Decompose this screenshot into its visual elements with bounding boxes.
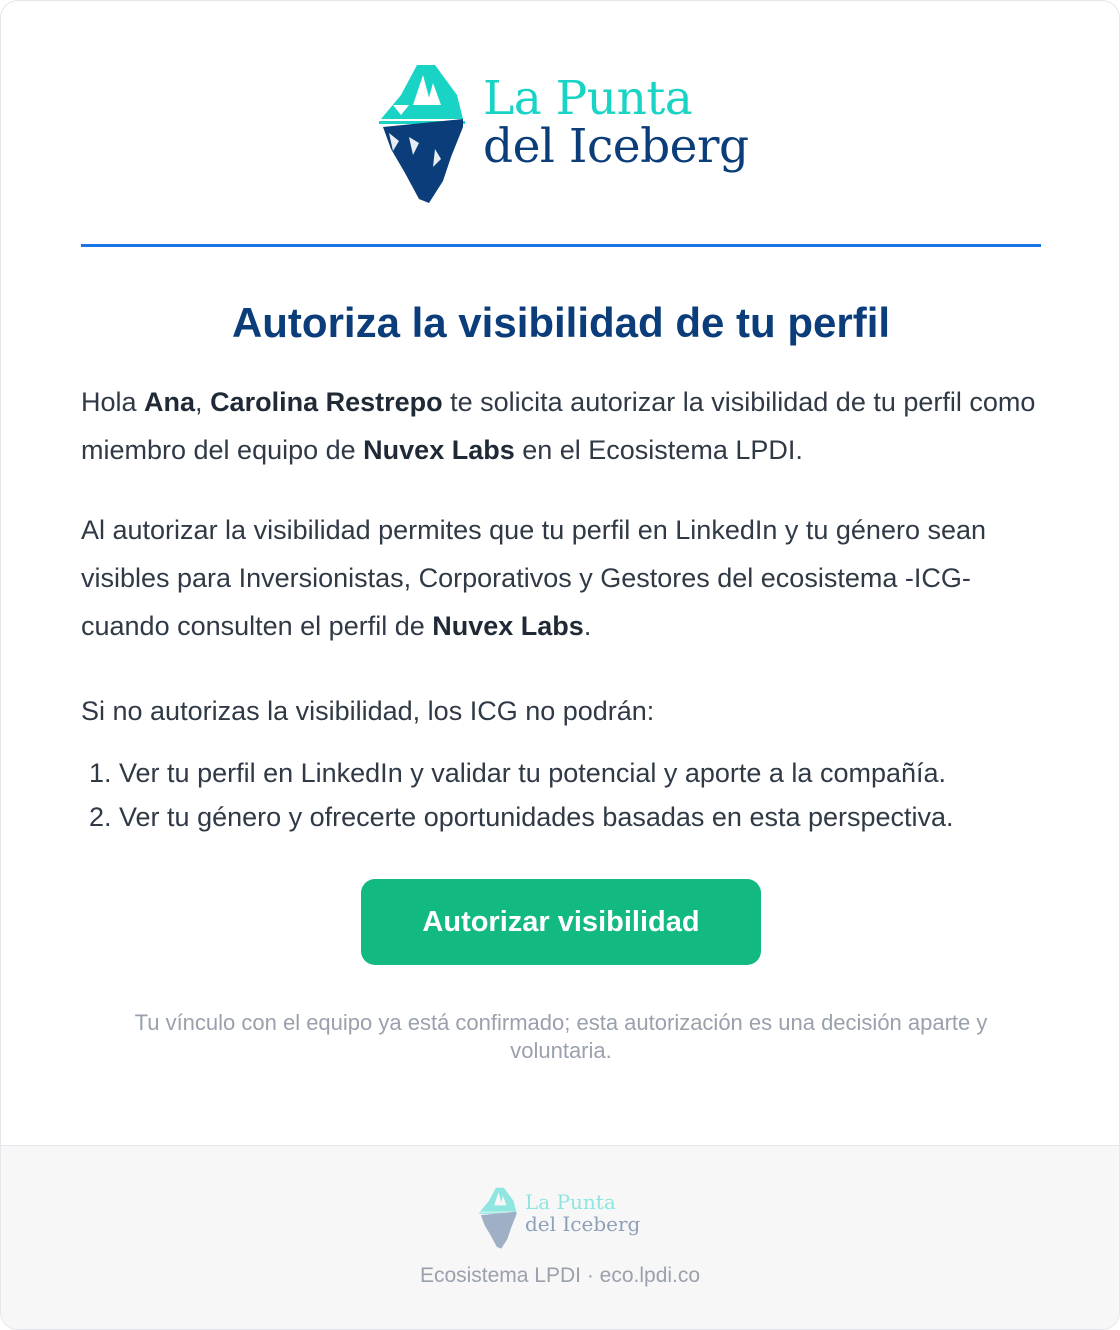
iceberg-icon: [379, 61, 469, 206]
brand-wordmark: [483, 71, 749, 174]
footer-brand-wordmark: [525, 1191, 640, 1235]
footer-caption: Ecosistema LPDI · eco.lpdi.co: [419, 1264, 701, 1287]
list-item: 2. Ver tu género y ofrecerte oportunidades basadas en esta perspectiva.: [89, 802, 954, 832]
visibility-paragraph: [81, 506, 1041, 650]
intro-paragraph: [81, 378, 1041, 474]
visibility-text: Al autorizar la visibilidad permites que tu perfil en LinkedIn y tu género sean visibles para Inversionistas, Corporativos y Gestores del ecosistema -ICG- cuando consulten el perfil de: [81, 515, 987, 641]
email-title: Autoriza la visibilidad de tu perfil: [231, 299, 891, 346]
requester-name: Carolina Restrepo: [210, 387, 443, 417]
confirmation-note: Tu vínculo con el equipo ya está confirmado; esta autorización es una decisión aparte y voluntaria.: [134, 1010, 988, 1063]
footer-brand-name-line2: del Iceberg: [525, 1212, 641, 1236]
intro-end: en el Ecosistema LPDI.: [514, 435, 803, 465]
brand-name-line1: La Punta: [483, 71, 693, 126]
greeting-prefix: Hola: [81, 387, 145, 417]
email-body: [81, 247, 1041, 839]
consequence-list: [81, 751, 1041, 839]
iceberg-icon: [479, 1186, 519, 1250]
list-item: 1. Ver tu perfil en LinkedIn y validar tu potencial y aporte a la compañía.: [89, 758, 947, 788]
consequence-intro: Si no autorizas la visibilidad, los ICG no podrán:: [81, 696, 655, 726]
authorize-visibility-button[interactable]: Autorizar visibilidad: [361, 879, 761, 965]
cta-wrapper: [361, 879, 761, 965]
footer-brand-name-line1: La Punta: [525, 1190, 616, 1214]
recipient-name: Ana: [144, 387, 196, 417]
greeting-separator: ,: [195, 387, 211, 417]
brand-logo: [379, 61, 749, 206]
visibility-end: .: [583, 611, 592, 641]
email-footer: [1, 1145, 1119, 1330]
company-name-2: Nuvex Labs: [432, 611, 584, 641]
email-header: [1, 1, 1119, 241]
footer-brand-logo: [479, 1186, 649, 1250]
brand-name-line2: del Iceberg: [483, 119, 749, 174]
intro-middle: te solicita autorizar la visibilidad de tu perfil como miembro del equipo de: [81, 387, 1036, 465]
company-name: Nuvex Labs: [363, 435, 515, 465]
